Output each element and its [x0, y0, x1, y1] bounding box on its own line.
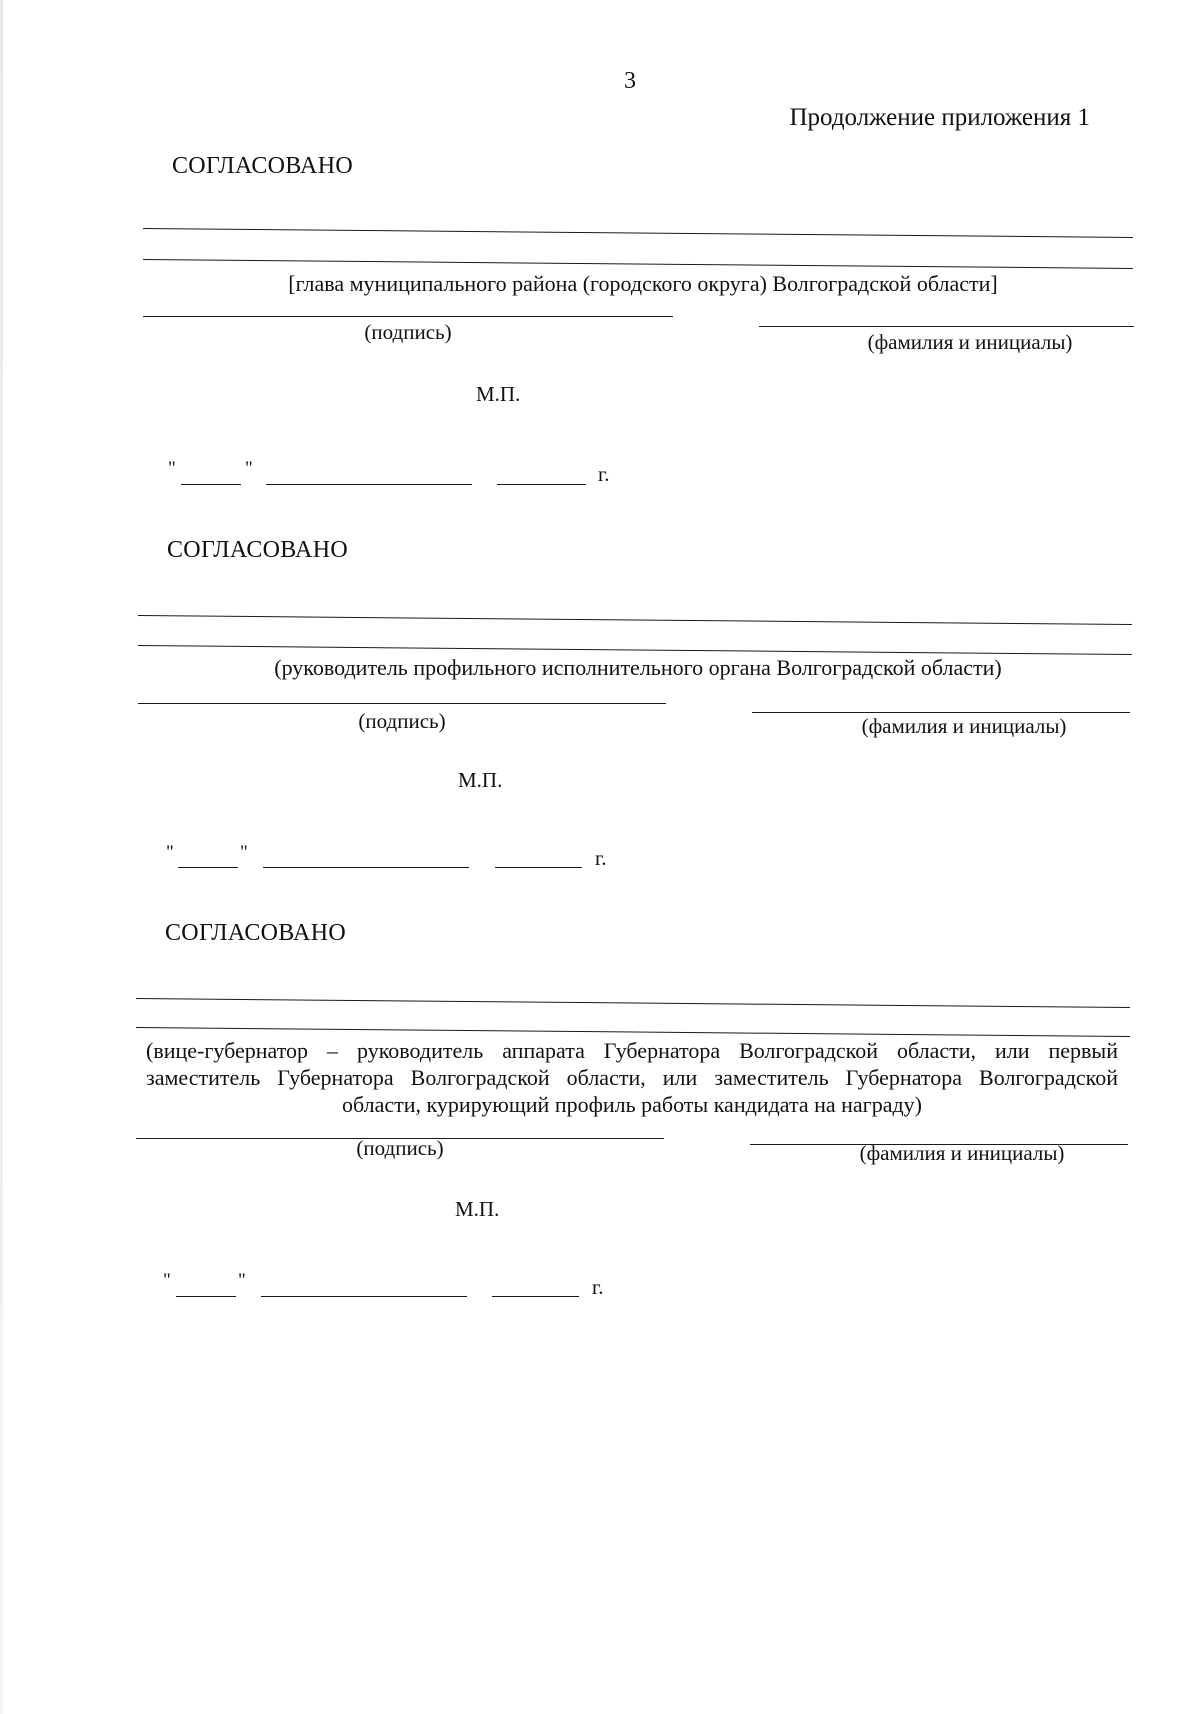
approval-heading: СОГЛАСОВАНО	[172, 153, 353, 179]
name-caption: (фамилия и инициалы)	[861, 714, 1067, 738]
blank-line	[136, 1027, 1130, 1037]
signature-line	[138, 703, 666, 704]
blank-line	[136, 998, 1130, 1008]
stamp-placeholder: М.П.	[476, 382, 521, 406]
year-suffix: г.	[595, 846, 607, 870]
approval-heading: СОГЛАСОВАНО	[167, 537, 348, 563]
role-caption-line: заместитель Губернатора Волгоградской области, или заместитель Губернатора Волгоградской	[146, 1065, 1118, 1090]
blank-line	[143, 228, 1133, 238]
blank-line	[143, 259, 1133, 269]
blank-line	[138, 645, 1132, 655]
month-blank	[266, 484, 472, 485]
month-blank	[263, 867, 469, 868]
scan-edge	[0, 0, 3, 1714]
role-caption: (руководитель профильного исполнительного органа Волгоградской области)	[274, 655, 1002, 680]
day-blank	[181, 484, 241, 485]
date-open-quote: "	[168, 458, 176, 479]
stamp-placeholder: М.П.	[458, 768, 503, 792]
name-line	[759, 326, 1134, 327]
signature-caption: (подпись)	[364, 320, 452, 344]
name-caption: (фамилия и инициалы)	[867, 330, 1073, 354]
date-open-quote: "	[163, 1270, 171, 1291]
year-suffix: г.	[592, 1275, 604, 1299]
day-blank	[176, 1296, 236, 1297]
day-blank	[178, 867, 238, 868]
name-caption: (фамилия и инициалы)	[859, 1141, 1065, 1165]
signature-line	[143, 316, 673, 317]
role-caption: [глава муниципального района (городского округа) Волгоградской области]	[288, 271, 998, 296]
month-blank	[261, 1296, 467, 1297]
year-blank	[497, 484, 586, 485]
date-close-quote: "	[245, 458, 253, 479]
signature-caption: (подпись)	[356, 1136, 444, 1160]
approval-heading: СОГЛАСОВАНО	[165, 920, 346, 946]
year-blank	[495, 867, 582, 868]
name-line	[752, 712, 1130, 713]
blank-line	[138, 615, 1132, 625]
year-suffix: г.	[598, 462, 610, 486]
role-caption-line: (вице-губернатор – руководитель аппарата Губернатора Волгоградской области, или первый	[146, 1038, 1118, 1063]
date-close-quote: "	[238, 1270, 246, 1291]
page-number: 3	[624, 68, 636, 94]
date-close-quote: "	[240, 842, 248, 863]
role-caption-line: области, курирующий профиль работы кандидата на награду)	[342, 1092, 922, 1117]
year-blank	[492, 1296, 579, 1297]
signature-caption: (подпись)	[358, 709, 446, 733]
date-open-quote: "	[166, 842, 174, 863]
stamp-placeholder: М.П.	[455, 1197, 500, 1221]
appendix-label: Продолжение приложения 1	[789, 104, 1090, 131]
role-caption	[146, 1037, 1118, 1118]
